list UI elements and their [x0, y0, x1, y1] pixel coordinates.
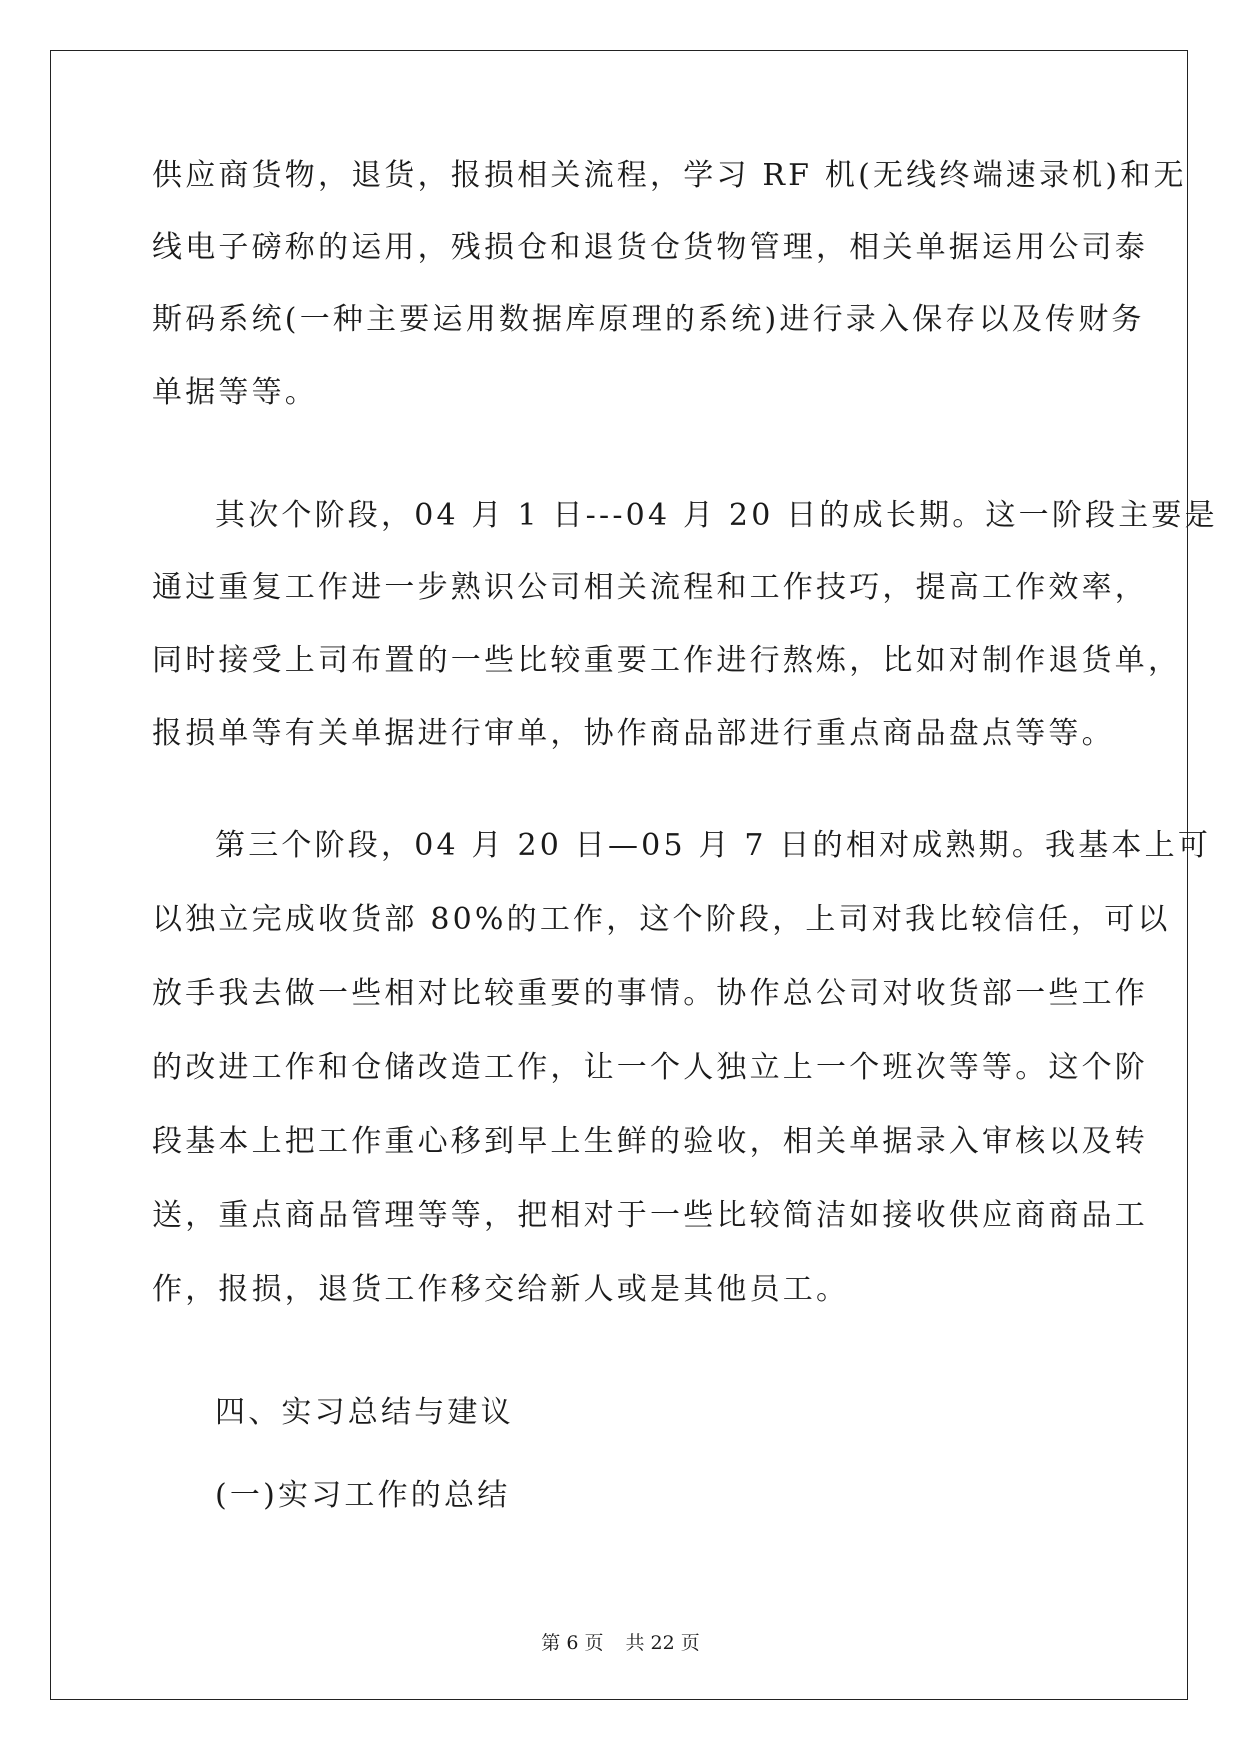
subsection-heading: (一)实习工作的总结	[215, 1478, 511, 1513]
text-line: 通过重复工作进一步熟识公司相关流程和工作技巧，提高工作效率，	[152, 570, 1148, 605]
text-line: 线电子磅称的运用，残损仓和退货仓货物管理，相关单据运用公司泰	[152, 230, 1148, 265]
text-line: 放手我去做一些相对比较重要的事情。协作总公司对收货部一些工作	[152, 976, 1148, 1011]
text-line: 单据等等。	[152, 375, 318, 410]
text-line: 同时接受上司布置的一些比较重要工作进行熬炼，比如对制作退货单，	[152, 643, 1182, 678]
page-frame	[50, 50, 1188, 1700]
text-line: 的改进工作和仓储改造工作，让一个人独立上一个班次等等。这个阶	[152, 1050, 1148, 1085]
section-heading: 四、实习总结与建议	[215, 1395, 514, 1430]
text-line: 第三个阶段，04 月 20 日—05 月 7 日的相对成熟期。我基本上可	[215, 828, 1212, 863]
text-line: 作，报损，退货工作移交给新人或是其他员工。	[152, 1272, 850, 1307]
text-line: 以独立完成收货部 80%的工作，这个阶段，上司对我比较信任，可以	[152, 902, 1171, 937]
page-total: 共 22 页	[625, 1632, 700, 1654]
text-line: 供应商货物，退货，报损相关流程，学习 RF 机(无线终端速录机)和无	[152, 158, 1187, 193]
text-line: 斯码系统(一种主要运用数据库原理的系统)进行录入保存以及传财务	[152, 302, 1145, 337]
page-footer	[0, 1628, 1241, 1655]
text-line: 送，重点商品管理等等，把相对于一些比较简洁如接收供应商商品工	[152, 1198, 1148, 1233]
text-line: 段基本上把工作重心移到早上生鲜的验收，相关单据录入审核以及转	[152, 1124, 1148, 1159]
page-number: 第 6 页	[541, 1632, 604, 1654]
text-line: 其次个阶段，04 月 1 日---04 月 20 日的成长期。这一阶段主要是	[215, 498, 1218, 533]
text-line: 报损单等有关单据进行审单，协作商品部进行重点商品盘点等等。	[152, 716, 1115, 751]
